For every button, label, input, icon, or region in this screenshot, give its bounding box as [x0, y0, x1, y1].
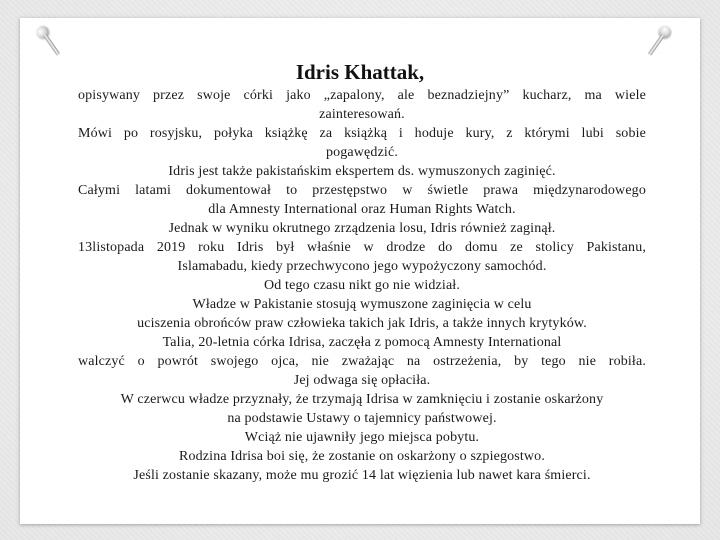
body-line: Jeśli zostanie skazany, może mu grozić 14 lat więzienia lub nawet kara śmierci.	[133, 468, 591, 483]
body-line: uciszenia obrońców praw człowieka takich jak Idris, a także innych krytyków.	[137, 316, 587, 331]
body-line: Władze w Pakistanie stosują wymuszone zaginięcia w celu	[192, 297, 532, 312]
slide-title: Idris Khattak,	[295, 60, 425, 84]
body-line: Całymi latami dokumentował to przestępstwo w świetle prawa międzynarodowego	[78, 183, 646, 198]
body-line: dla Amnesty International oraz Human Rights Watch.	[208, 202, 516, 217]
body-line: W czerwcu władze przyznały, że trzymają Idrisa w zamknięciu i zostanie oskarżony	[120, 392, 604, 407]
body-line: zainteresowań.	[319, 107, 405, 122]
body-line: Talia, 20-letnia córka Idrisa, zaczęła z pomocą Amnesty International	[162, 335, 562, 350]
body-line: opisywany przez swoje córki jako „zapalony, ale beznadziejny” kucharz, ma wiele	[78, 88, 646, 103]
body-line: Idris jest także pakistańskim ekspertem ds. wymuszonych zaginięć.	[168, 164, 556, 179]
body-line: Jednak w wyniku okrutnego zrządzenia losu, Idris również zaginął.	[168, 221, 556, 236]
body-line: Rodzina Idrisa boi się, że zostanie on oskarżony o szpiegostwo.	[179, 449, 545, 464]
body-line: pogawędzić.	[325, 145, 398, 160]
body-line: walczyć o powrót swojego ojca, nie zważając na ostrzeżenia, by tego nie robiła.	[78, 354, 646, 369]
body-line: Wciąż nie ujawniły jego miejsca pobytu.	[244, 430, 480, 445]
body-line: Islamabadu, kiedy przechwycono jego wypożyczony samochód.	[177, 259, 547, 274]
body-line: Mówi po rosyjsku, połyka książkę za książką i hoduje kury, z którymi lubi sobie	[78, 126, 646, 141]
body-line: na podstawie Ustawy o tajemnicy państwowej.	[227, 411, 497, 426]
body-line: Od tego czasu nikt go nie widział.	[264, 278, 460, 293]
body-line: Jej odwaga się opłaciła.	[293, 373, 431, 388]
slide-body	[78, 86, 646, 485]
body-line: 13listopada 2019 roku Idris był właśnie w drodze do domu ze stolicy Pakistanu,	[78, 240, 646, 255]
